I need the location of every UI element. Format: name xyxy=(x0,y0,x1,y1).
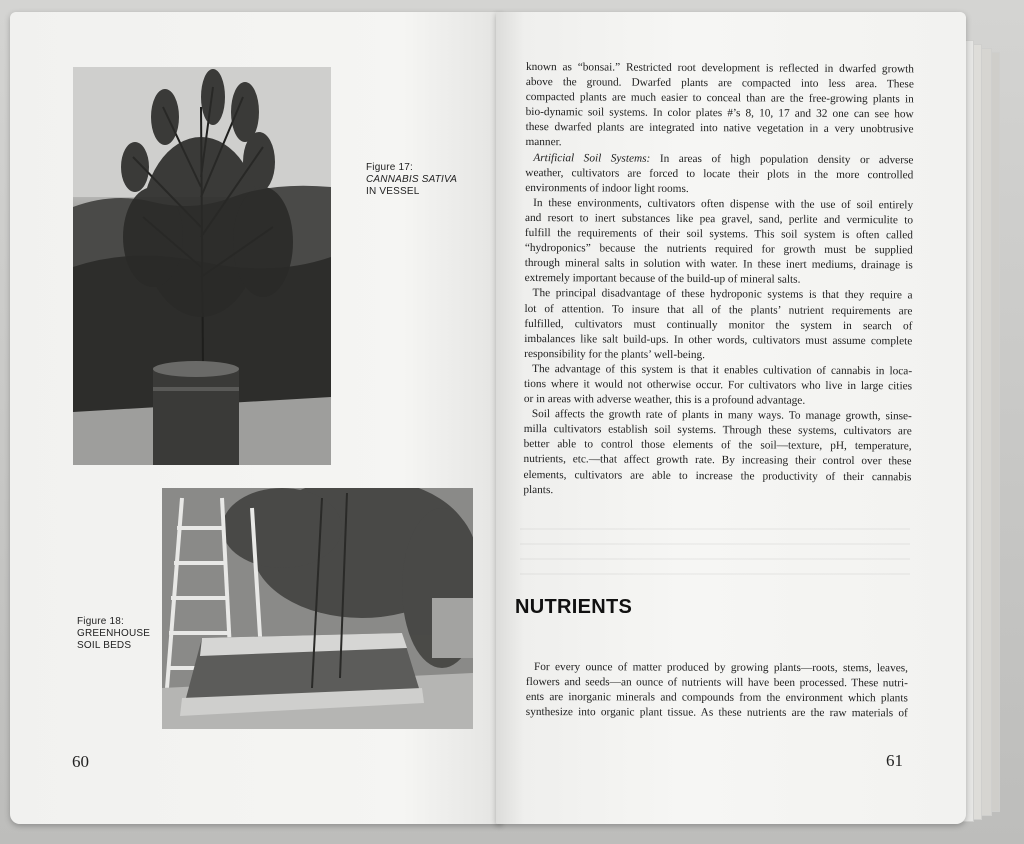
text-line: ents are inorganic minerals and compounds from the environment which plants xyxy=(525,691,908,705)
text-line: lot of attention. To insure that all of the plants’ nutrient requirements are xyxy=(524,302,913,317)
text-line: through mineral salts in solution with water. In these inert mediums, drainage is xyxy=(524,257,913,272)
figure18-caption-line: GREENHOUSE xyxy=(77,628,151,639)
text-line: imbalances like salt build-ups. In other words, cultivators must assume complete xyxy=(524,332,913,348)
text-line: these dwarfed plants are integrated into native vegetation in a very unobtrusive xyxy=(525,121,914,136)
body-text xyxy=(523,60,914,500)
text-line: Soil affects the growth rate of plants in many ways. To manage growth, sinse- xyxy=(531,408,912,423)
text-line: The principal disadvantage of these hydroponic systems is that they require a xyxy=(532,287,913,302)
text-line: For every ounce of matter produced by growing plants—roots, stems, leaves, xyxy=(533,661,908,675)
text-line: compacted plants are much easier to conceal than are the free-growing plants in xyxy=(525,91,914,106)
figure17-label: Figure 17: xyxy=(366,162,414,173)
figure18-photo xyxy=(162,488,473,729)
text-line: weather, cultivators are forced to locate their plots in the more controlled xyxy=(525,166,914,182)
text-line: extremely important because of the build-up of mineral salts. xyxy=(524,272,801,286)
figure18-caption-line: SOIL BEDS xyxy=(77,640,132,651)
text-line: flowers and seeds—an ounce of nutrients will have been processed. These nutri- xyxy=(525,676,908,690)
text-line: The advantage of this system is that it enables cultivation of cannabis in loca- xyxy=(532,362,913,378)
text-line: responsibility for the plants’ well-being. xyxy=(524,347,706,361)
text-line: plants. xyxy=(523,483,554,496)
text-line: bio-dynamic soil systems. In color plates #’s 8, 10, 17 and 32 one can see how xyxy=(525,106,914,121)
section-heading-nutrients: NUTRIENTS xyxy=(515,596,633,618)
text-line: “hydroponics” because the nutrients required for growth must be supplied xyxy=(524,242,913,257)
figure17-caption xyxy=(366,162,486,198)
text-line: fulfill the requirements of their soil systems. This soil system is often called xyxy=(524,227,913,242)
figure17-caption-line: IN VESSEL xyxy=(366,186,420,197)
page-number-right: 61 xyxy=(886,751,903,770)
text-line: synthesize into organic plant tissue. As these nutrients are the raw materials of xyxy=(525,706,908,720)
text-line: above the ground. Dwarfed plants are compacted into less area. These xyxy=(525,76,914,91)
text-line: environments of indoor light rooms. xyxy=(525,181,689,195)
text-line: or in areas with adverse weather, this is a profound advantage. xyxy=(523,393,806,407)
text-line: manner. xyxy=(525,136,562,149)
text-line: known as “bonsai.” Restricted root development is reflected in dwarfed growth xyxy=(525,60,914,76)
nutrients-text xyxy=(526,660,908,722)
subheading-artificial: Artificial Soil Systems: xyxy=(533,151,651,165)
show-through-texture xyxy=(520,528,910,588)
figure17-photo xyxy=(73,67,331,465)
figure18-label: Figure 18: xyxy=(77,616,125,627)
text-fragment: In areas of high population density or adverse xyxy=(650,152,914,166)
page-number-left: 60 xyxy=(72,752,89,771)
text-line: fulfilled, cultivators must continually monitor the system in search of xyxy=(524,317,913,332)
text-line: elements, cultivators are able to increase the productivity of their cannabis xyxy=(523,468,912,483)
text-line: In these environments, cultivators often dispense with the use of soil entirely xyxy=(533,196,914,212)
text-line: and resort to inert substances like pea gravel, sand, perlite and vermiculite to xyxy=(524,211,914,227)
figure17-caption-line: CANNABIS SATIVA xyxy=(366,174,458,185)
text-line: better able to control those elements of the soil—texture, pH, temperature, xyxy=(523,438,912,453)
text-line: milla cultivators establish soil systems. Through these systems, cultivators are xyxy=(523,423,912,438)
text-line: nutrients, etc.—that affect growth rate. By increasing their control over these xyxy=(523,453,912,468)
text-line: tions where it would not otherwise occur. For cultivators who live in large cities xyxy=(523,377,913,393)
figure18-caption xyxy=(77,616,167,652)
